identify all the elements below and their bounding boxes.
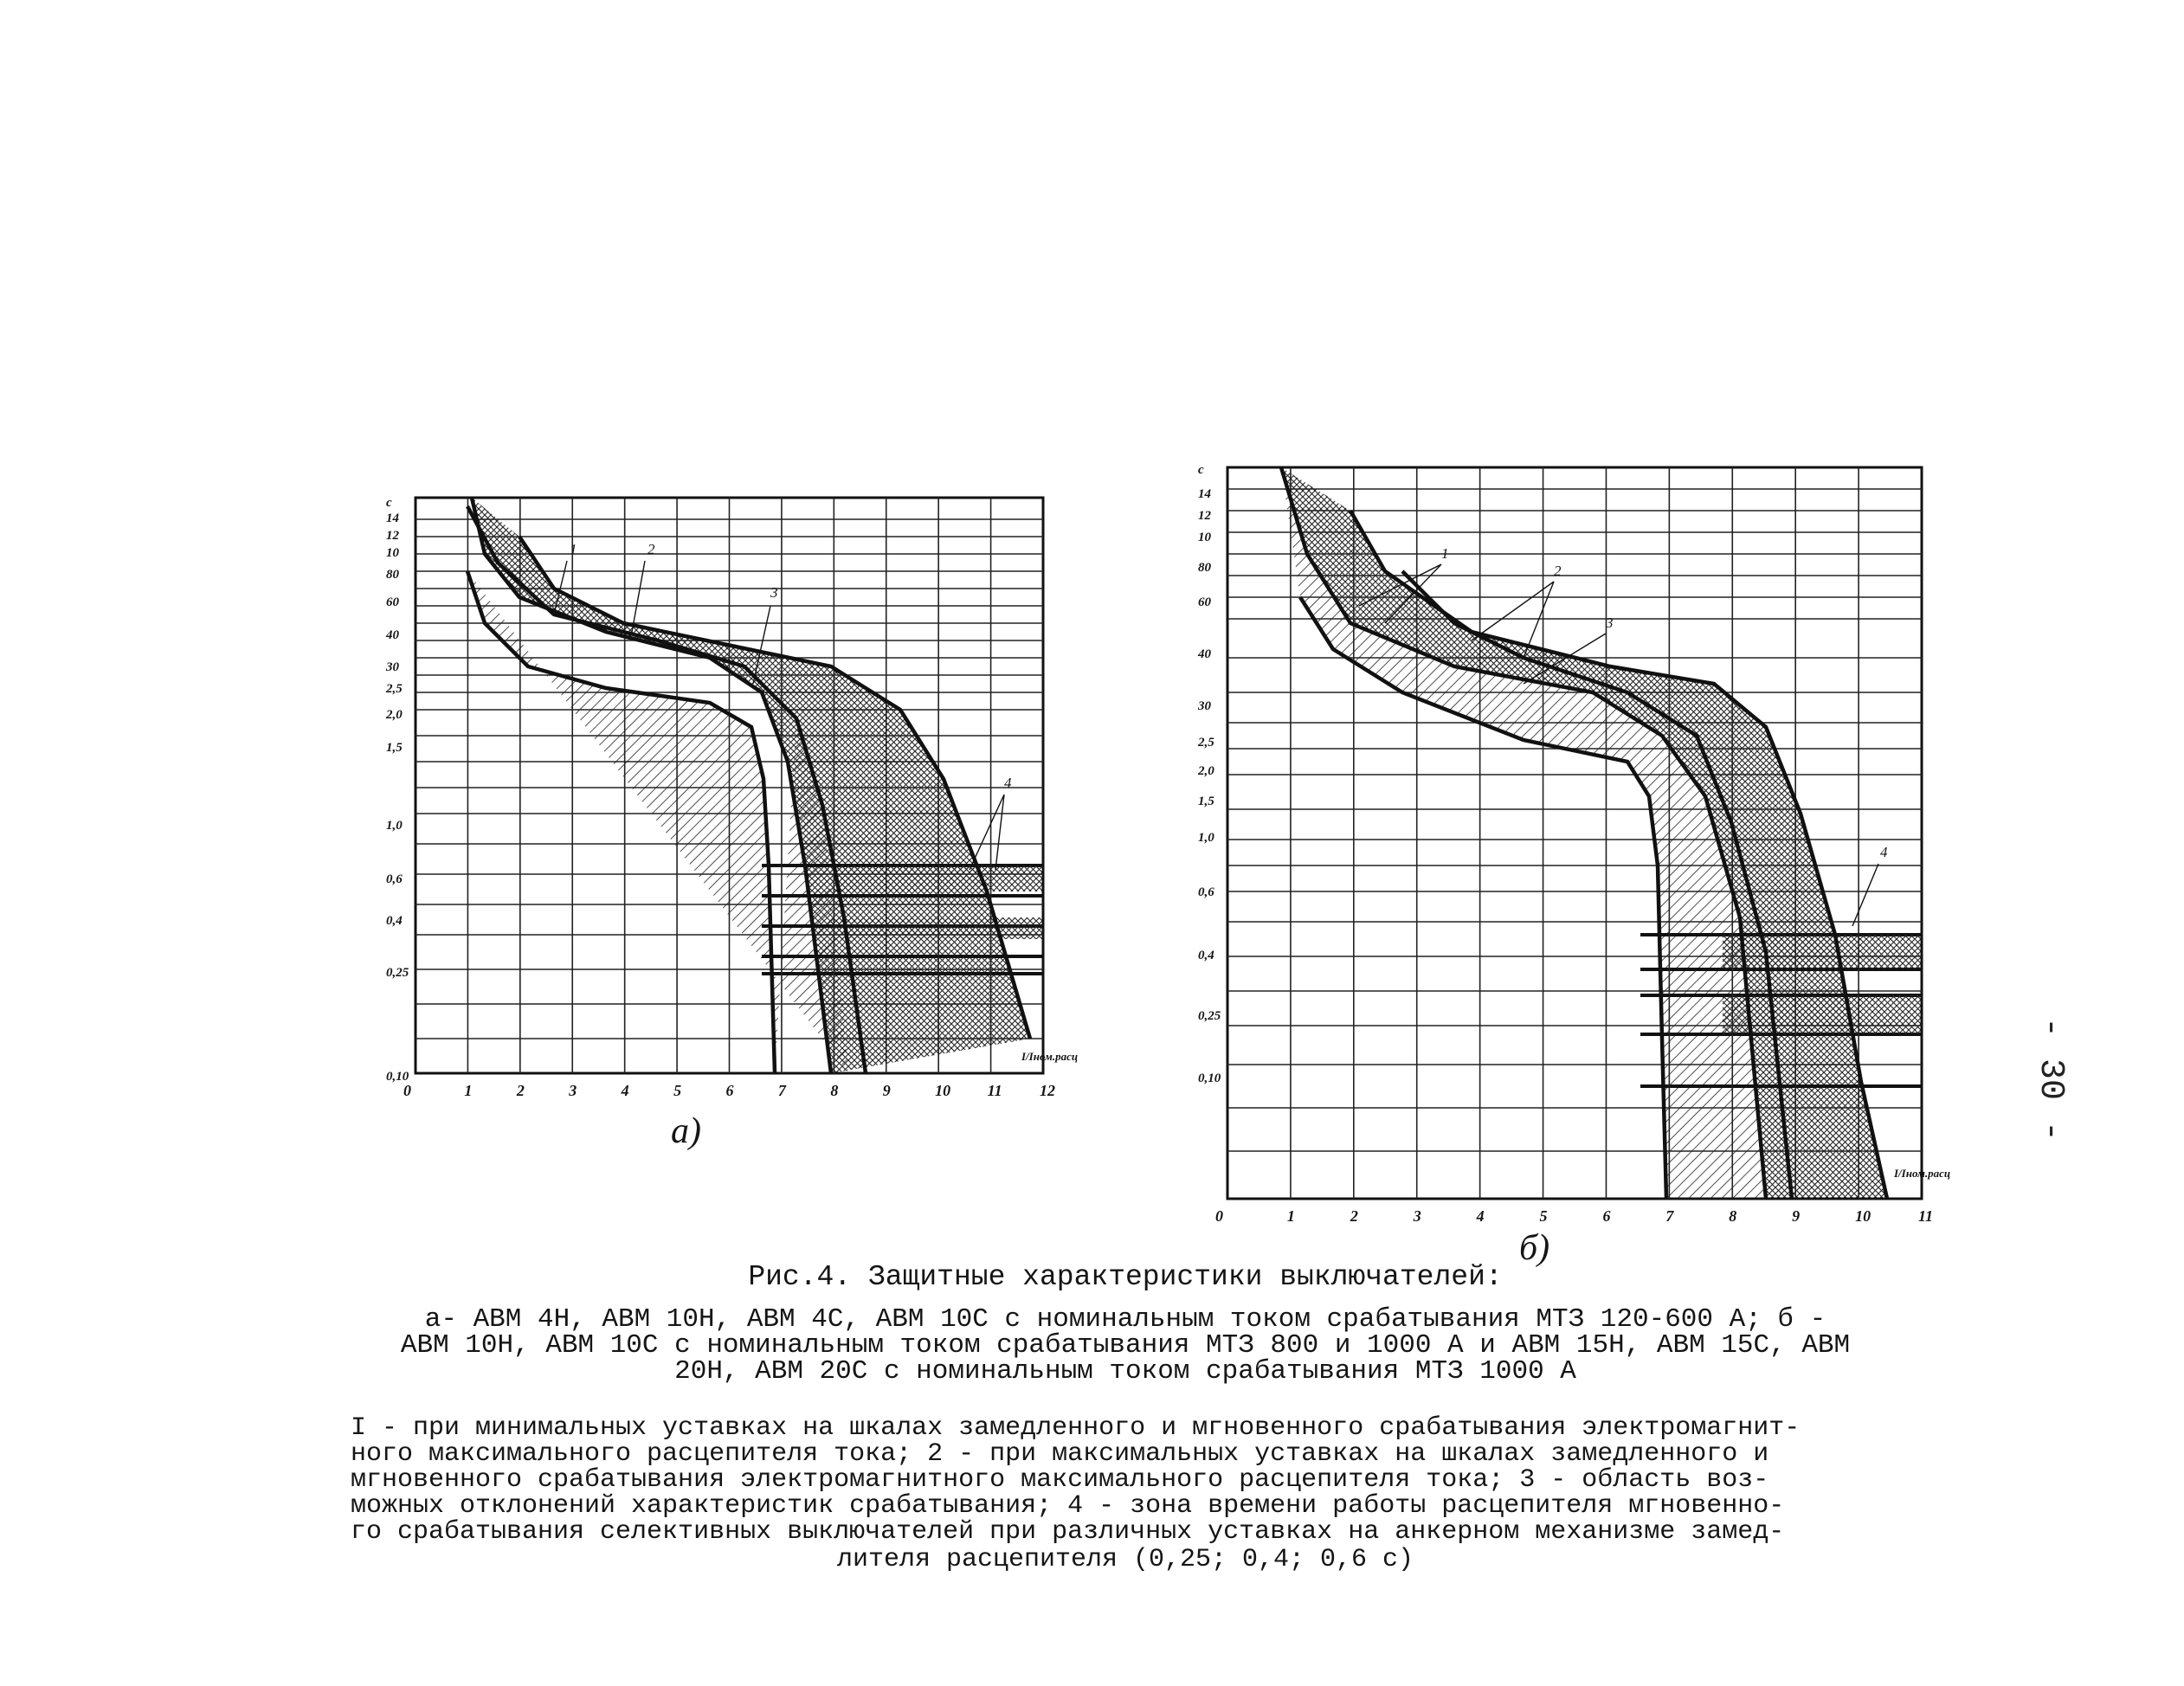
x-tick-label: 5	[673, 1082, 682, 1099]
legend-last-line: лителя расцепителя (0,25; 0,4; 0,6 с)	[836, 1545, 1414, 1574]
y-tick-label: 0,4	[1198, 949, 1214, 962]
y-tick-label: 30	[386, 660, 399, 674]
zone-fill-4	[1723, 935, 1922, 969]
y-tick-label: 1,0	[386, 819, 403, 833]
x-tick-label: 11	[987, 1082, 1002, 1099]
y-tick-label: 0,10	[1198, 1071, 1221, 1085]
y-tick-label: 0,25	[386, 966, 409, 980]
x-tick-label: 6	[1602, 1207, 1611, 1225]
panel-label: а)	[671, 1111, 701, 1151]
curve-label: 1	[1441, 545, 1449, 562]
x-tick-label: 10	[935, 1082, 951, 1099]
y-tick-label: 0,10	[386, 1070, 409, 1084]
x-tick-label: 5	[1539, 1207, 1548, 1225]
chart-a	[385, 496, 1078, 1151]
subtitle-line-a: а- АВМ 4Н, АВМ 10Н, АВМ 4С, АВМ 10С с номинальным током срабатывания МТЗ 120-600 А; б -	[424, 1304, 1826, 1335]
x-tick-label: 0	[403, 1082, 411, 1099]
y-tick-label: 1,5	[1198, 795, 1214, 808]
y-tick-label: 1,0	[1198, 831, 1214, 845]
legend-line: мгновенного срабатывания электромагнитного максимального расцепителя тока; 3 - область воз-	[351, 1465, 1769, 1495]
x-tick-label: 1	[464, 1082, 473, 1099]
x-tick-label: 3	[1413, 1207, 1421, 1225]
y-tick-label: 40	[386, 628, 399, 642]
y-tick-label: 10	[386, 546, 399, 560]
x-tick-label: 10	[1855, 1207, 1872, 1225]
subtitle-line-b: АВМ 10Н, АВМ 10С с номинальным током срабатывания МТЗ 800 и 1000 А и АВМ 15Н, АВМ 15С, АВМ	[400, 1330, 1851, 1361]
x-tick-label: 6	[725, 1082, 734, 1099]
y-tick-label: 14	[386, 512, 399, 525]
y-tick-label: 40	[1198, 647, 1211, 661]
y-tick-label: 0,25	[1198, 1009, 1221, 1023]
shaded-zone	[1281, 467, 1887, 1199]
x-tick-label: 12	[1040, 1082, 1055, 1099]
x-tick-label: 7	[1665, 1207, 1674, 1225]
zone-fill-4	[831, 917, 1043, 939]
x-axis-label: I/Iном.расц	[1894, 1167, 1951, 1180]
figure-subtitle	[303, 1304, 1948, 1387]
zone-fill-4	[831, 866, 1043, 891]
panel-label: б)	[1519, 1228, 1550, 1268]
legend-line: I - при минимальных уставках на шкалах замедленного и мгновенного срабатывания электромагнит-	[351, 1413, 1801, 1443]
y-tick-label: 0,4	[386, 914, 403, 928]
x-tick-label: 4	[1476, 1207, 1485, 1225]
y-tick-label: 60	[386, 595, 399, 609]
x-tick-label: 7	[777, 1082, 786, 1099]
x-tick-label: 9	[1792, 1207, 1801, 1225]
x-tick-label: 3	[569, 1082, 577, 1099]
curve-label: 4	[1880, 844, 1888, 860]
x-tick-label: 2	[1350, 1207, 1358, 1225]
curve-label: 3	[770, 584, 778, 601]
y-tick-label: 80	[1198, 561, 1211, 575]
y-tick-label: 60	[1198, 595, 1211, 609]
y-tick-label: 2,0	[386, 708, 403, 722]
legend-line: ного максимального расцепителя тока; 2 - при максимальных уставках на шкалах замедленного и	[351, 1439, 1769, 1469]
curve-label: 2	[647, 541, 655, 557]
x-axis-label: I/Iном.расц	[1021, 1050, 1079, 1063]
y-tick-label: с	[1198, 463, 1204, 477]
legend-line: го срабатывания селективных выключателей при различных уставках на анкерном механизме замед-	[351, 1517, 1785, 1547]
y-tick-label: 12	[386, 529, 399, 543]
legend-line: можных отклонений характеристик срабатывания; 4 - зона времени работы расцепителя мгновенно-	[351, 1491, 1785, 1521]
chart-b	[1197, 463, 1950, 1268]
zone-fill-4	[1723, 995, 1922, 1034]
y-tick-label: 2,5	[386, 682, 403, 696]
x-tick-label: 2	[516, 1082, 525, 1099]
x-tick-label: 1	[1286, 1207, 1295, 1225]
subtitle-line-c: 20Н, АВМ 20С с номинальным током срабатывания МТЗ 1000 А	[674, 1356, 1576, 1387]
curve-label: 2	[1554, 563, 1562, 579]
y-tick-label: 80	[386, 568, 399, 582]
x-tick-label: 0	[1215, 1207, 1223, 1225]
x-tick-label: 9	[882, 1082, 891, 1099]
curve-label: 1	[570, 541, 577, 557]
y-tick-label: 10	[1198, 531, 1211, 544]
x-tick-label: 4	[621, 1082, 629, 1099]
y-tick-label: 2,5	[1198, 736, 1214, 750]
y-tick-label: с	[386, 496, 392, 510]
y-tick-label: 0,6	[386, 872, 403, 886]
page-number: - 30 -	[2031, 1017, 2070, 1142]
curve-label: 3	[1606, 615, 1614, 631]
curve-label: 4	[1004, 775, 1012, 791]
y-tick-label: 30	[1198, 699, 1211, 713]
x-tick-label: 11	[1918, 1207, 1934, 1225]
y-tick-label: 14	[1198, 487, 1211, 501]
x-tick-label: 8	[1729, 1207, 1737, 1225]
y-tick-label: 0,6	[1198, 885, 1214, 899]
y-tick-label: 2,0	[1198, 764, 1214, 778]
x-tick-label: 8	[830, 1082, 839, 1099]
y-tick-label: 12	[1198, 509, 1211, 523]
y-tick-label: 1,5	[386, 741, 403, 755]
figure-legend	[351, 1415, 1891, 1545]
figure-title: Рис.4. Защитные характеристики выключателей:	[748, 1261, 1503, 1293]
